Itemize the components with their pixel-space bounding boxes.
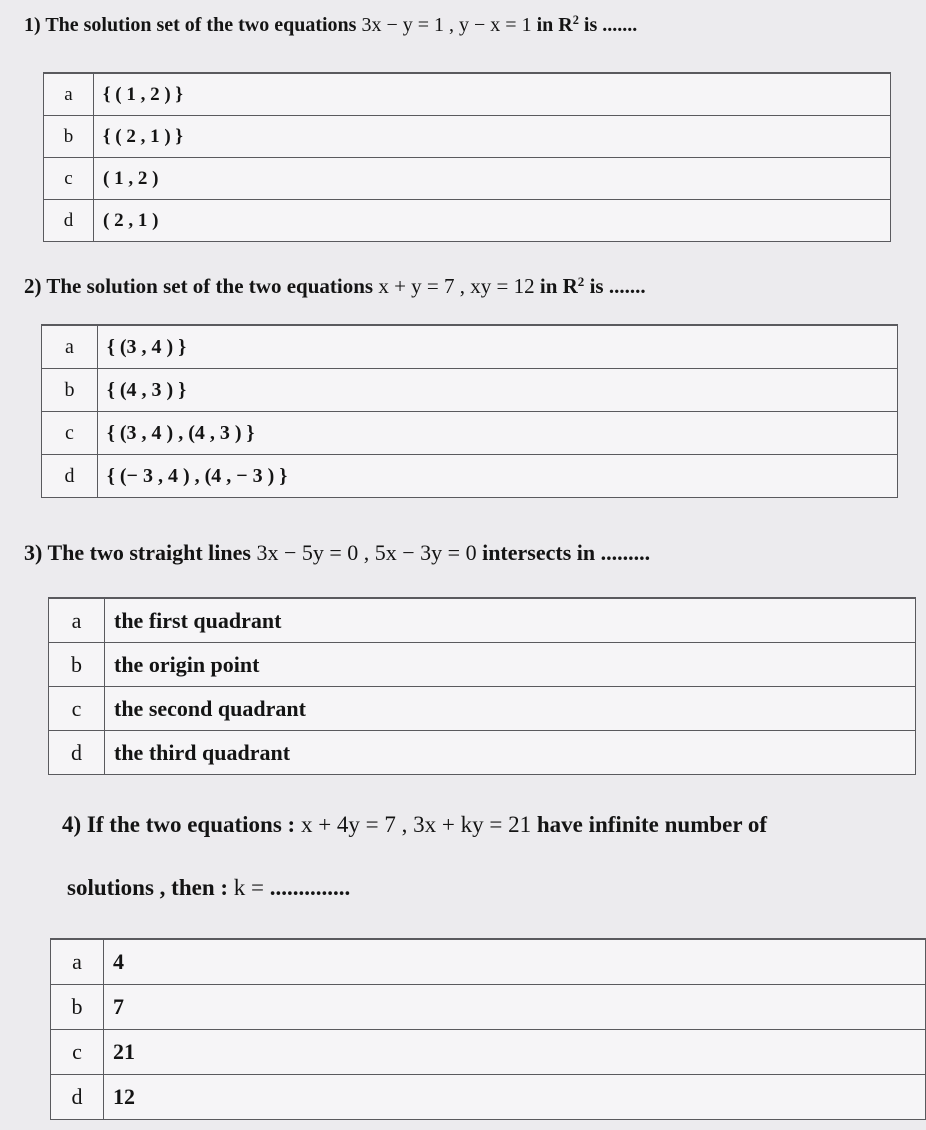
option-row[interactable] <box>49 687 916 731</box>
question-tail: have infinite number of <box>536 812 768 837</box>
option-letter: c <box>49 687 105 731</box>
option-letter: d <box>51 1075 104 1120</box>
question-space: $R^2$ <box>562 273 585 298</box>
option-value: the first quadrant <box>105 598 916 643</box>
option-value: ( 2 , 1 ) <box>94 200 891 242</box>
option-row[interactable] <box>44 158 891 200</box>
question-tail: is ....... <box>583 14 638 36</box>
question-in: in <box>539 274 558 298</box>
option-row[interactable] <box>49 598 916 643</box>
option-row[interactable] <box>51 1030 926 1075</box>
question-equations: 3x − y = 1 , y − x = 1 <box>361 14 532 36</box>
option-letter: d <box>42 455 98 498</box>
option-letter: d <box>49 731 105 775</box>
option-value: { ( 1 , 2 ) } <box>94 73 891 116</box>
option-letter: c <box>51 1030 104 1075</box>
option-letter: d <box>44 200 94 242</box>
option-value: the third quadrant <box>105 731 916 775</box>
option-row[interactable] <box>44 116 891 158</box>
option-value: { ( 2 , 1 ) } <box>94 116 891 158</box>
question-4-options <box>50 938 926 1120</box>
question-2-options <box>41 324 898 498</box>
option-value: { (3 , 4 ) } <box>98 325 898 369</box>
option-row[interactable] <box>44 73 891 116</box>
option-value: ( 1 , 2 ) <box>94 158 891 200</box>
question-equations: x + y = 7 , xy = 12 <box>378 274 535 298</box>
option-letter: c <box>44 158 94 200</box>
question-tail: is ....... <box>589 274 646 298</box>
question-3-text <box>24 540 650 566</box>
question-1-options <box>43 72 891 242</box>
option-row[interactable] <box>51 1075 926 1120</box>
option-letter: b <box>42 369 98 412</box>
question-equation: k = <box>233 875 265 900</box>
answer-blank: .............. <box>269 875 351 900</box>
question-space: $R^2$ <box>558 13 579 36</box>
option-row[interactable] <box>42 412 898 455</box>
question-number: 1) <box>24 14 41 36</box>
option-value: { (3 , 4 ) , (4 , 3 ) } <box>98 412 898 455</box>
option-letter: b <box>49 643 105 687</box>
option-row[interactable] <box>51 939 926 985</box>
option-value: the second quadrant <box>105 687 916 731</box>
option-row[interactable] <box>49 643 916 687</box>
question-statement: The solution set of the two equations <box>46 274 374 298</box>
question-number: 3) <box>24 540 43 565</box>
option-value: { (− 3 , 4 ) , (4 , − 3 ) } <box>98 455 898 498</box>
question-4-text-line2 <box>67 875 350 901</box>
question-number: 4) <box>62 812 82 837</box>
question-equations: x + 4y = 7 , 3x + ky = 21 <box>300 812 532 837</box>
question-4-text <box>62 812 767 838</box>
option-row[interactable] <box>51 985 926 1030</box>
option-row[interactable] <box>42 369 898 412</box>
option-value: the origin point <box>105 643 916 687</box>
option-row[interactable] <box>44 200 891 242</box>
question-statement: The two straight lines <box>47 540 251 565</box>
option-value: 7 <box>104 985 926 1030</box>
question-1-text <box>24 14 637 37</box>
option-letter: a <box>42 325 98 369</box>
option-value: { (4 , 3 ) } <box>98 369 898 412</box>
option-row[interactable] <box>49 731 916 775</box>
option-letter: a <box>51 939 104 985</box>
option-letter: b <box>44 116 94 158</box>
option-value: 4 <box>104 939 926 985</box>
question-statement: solutions , then : <box>67 875 229 900</box>
question-equations: 3x − 5y = 0 , 5x − 3y = 0 <box>256 540 477 565</box>
question-tail: intersects in ......... <box>482 540 651 565</box>
option-letter: b <box>51 985 104 1030</box>
option-row[interactable] <box>42 455 898 498</box>
option-letter: c <box>42 412 98 455</box>
question-2-text <box>24 274 646 299</box>
option-letter: a <box>49 598 105 643</box>
question-statement: The solution set of the two equations <box>45 14 357 36</box>
option-value: 21 <box>104 1030 926 1075</box>
option-value: 12 <box>104 1075 926 1120</box>
option-letter: a <box>44 73 94 116</box>
option-row[interactable] <box>42 325 898 369</box>
question-number: 2) <box>24 274 42 298</box>
question-3-options <box>48 597 916 775</box>
question-in: in <box>536 14 554 36</box>
question-statement: If the two equations : <box>86 812 296 837</box>
